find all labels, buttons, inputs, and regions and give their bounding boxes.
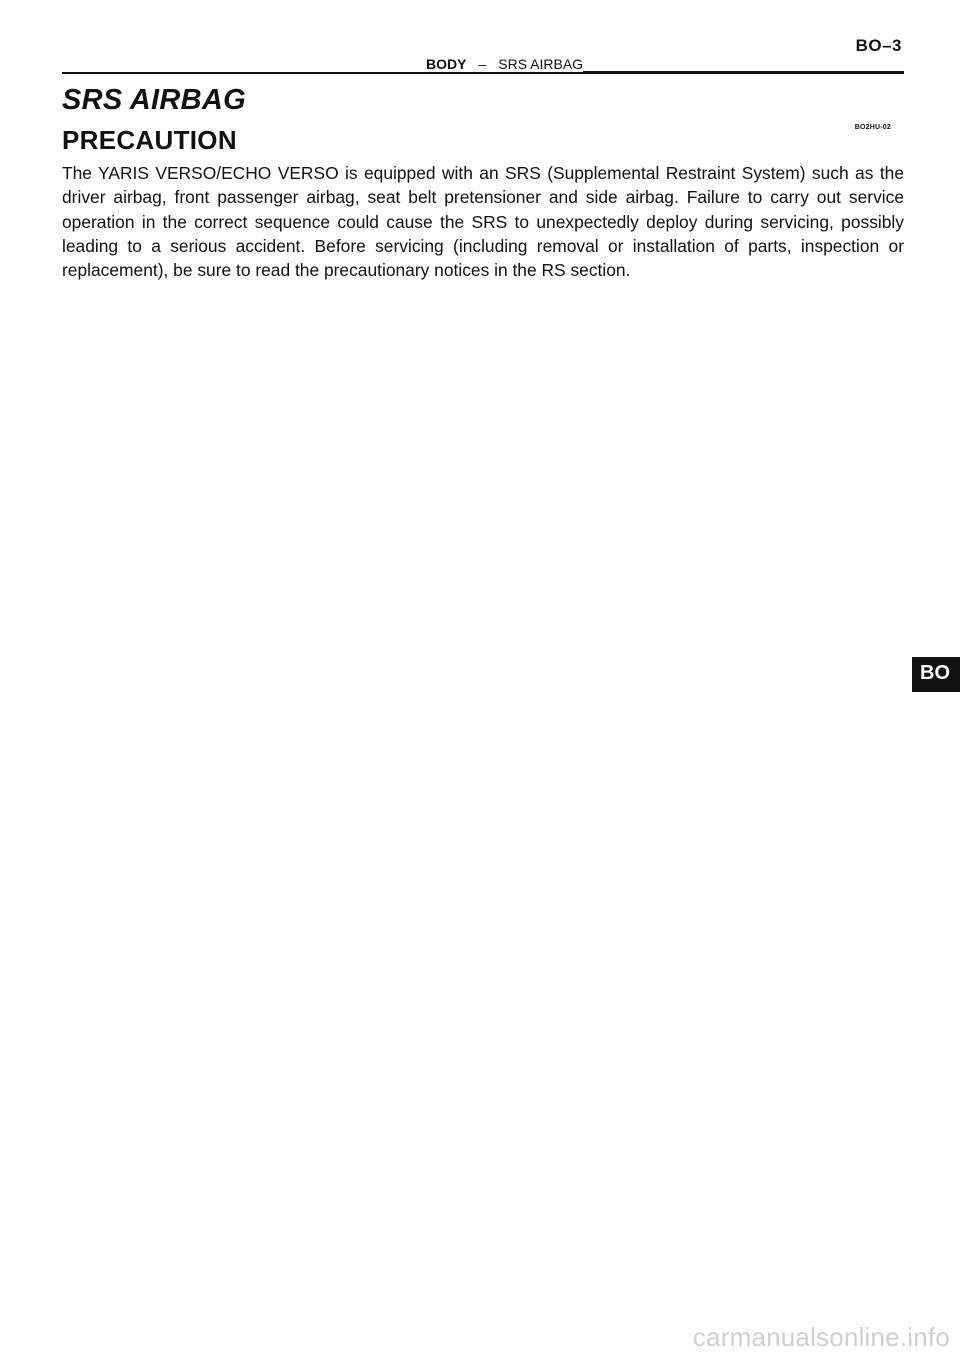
page-number: BO–3 [855,36,902,55]
section-tab-label: BO [920,662,950,684]
doc-code: BO2HU-02 [854,124,891,131]
chapter-title: SRS AIRBAG [62,84,246,116]
running-header [426,56,583,72]
header-section: BODY [426,56,467,72]
header-rule-thick [583,71,904,74]
section-tab-marker [912,657,960,692]
section-title: PRECAUTION [62,125,237,155]
precaution-paragraph: The YARIS VERSO/ECHO VERSO is equipped with an SRS (Supplemental Restraint System) such as the driver airbag, front passenger airbag, seat belt pretensioner and side airbag. Failure to carry out service operation in the correct sequence could cause the SRS to unexpectedly deploy during servicing, possibly leading to a serious accident. Before servicing (including removal or installation of parts, inspection or replacement), be sure to read the precautionary notices in the RS section. [62,163,904,281]
watermark: carmanualsonline.info [692,1322,950,1352]
header-subsection: SRS AIRBAG [498,56,584,72]
header-separator: – [478,56,487,72]
